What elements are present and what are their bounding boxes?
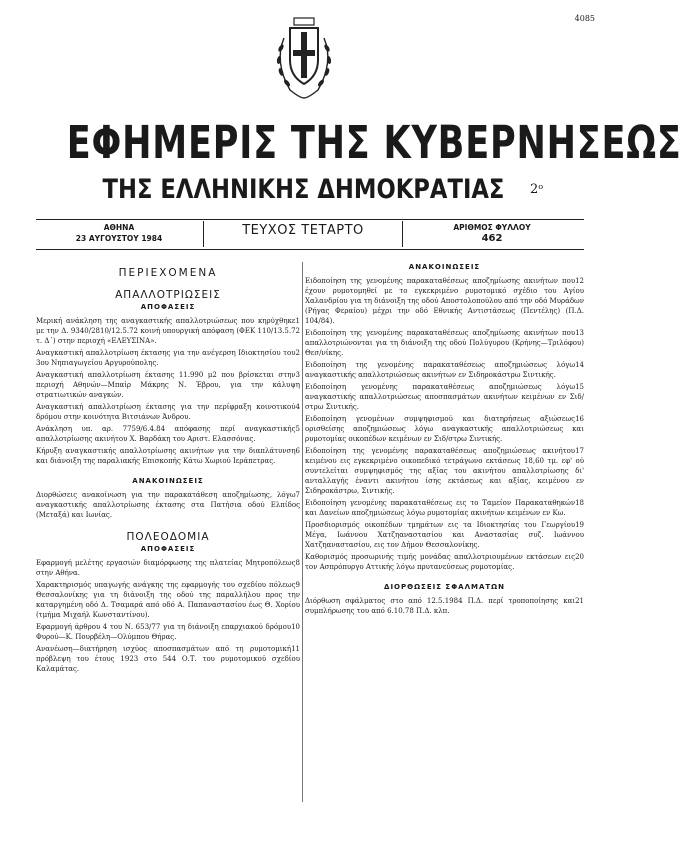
entry-text: Προσδιορισμός οικοπέδων τμημάτων εις τα Ιδιοκτησίας του Γεωργίου Μέγα, Ιωάννου Χατζηαναστασίου και Αναστασίας συζ. Ιωάννου Χατζηαναστασίου, εις τον Δήμον Θεσσαλονίκης. [305,521,584,549]
contents-entry [36,370,300,400]
entry-text: Ανανέωση—διατήρηση ισχύος αποσπασμάτων από τη ρυμοτομική πρόβλεψη του έτους 1923 στο 544 Ο.Τ. του ρυμοτομικού σχεδίου Καλαμάτας. [36,645,300,673]
entry-text: Αναγκαστική απαλλοτρίωση έκτασης για την ανέγερση Ιδιοκτησίου του 3ου Νηπιαγωγείου Αργυρούπολης. [36,349,296,367]
subheading-urban-decisions: ΑΠΟΦΑΣΕΙΣ [140,545,196,553]
gazette-title: ΕΦΗΜΕΡΙΣ ΤΗΣ ΚΥΒΕΡΝΗΣΕΩΣ [66,116,682,169]
entry-text: Διόρθωση σφάλματος στο από 12.5.1984 Π.Δ. περί τροποποίησης και συμπλήρωσης του από 6.10.78 Π.Δ. κλπ. [305,597,576,615]
contents-entry [36,558,300,578]
contents-entry [36,446,300,466]
section-heading-corrections: ΔΙΟΡΘΩΣΕΙΣ ΣΦΑΛΜΑΤΩΝ [384,583,505,591]
contents-left-column [36,262,300,676]
page-number: 4085 [574,14,595,23]
contents-entry [36,348,300,368]
entry-page-number: 2 [295,349,300,357]
entry-text: Ειδοποίηση γενομένων συμψηφισμού και διατηρήσεως αξιώσεως ορισθείσης αποζημιώσεως λόγω αναγκαστικής απαλλοτριώσεως και ρυμοτομίας οικοπέδων κειμένων εν Σιδ/στρω Σιντικής. [305,415,584,443]
contents-entry [36,402,300,422]
entry-text: Κήρυξη αναγκαστικής απαλλοτρίωσης ακινήτων για την διαπλάτυνση και διάνοιξη της παραλιακής Επισκοπής Κάτω Χωριού Ιεράπετρας. [36,447,296,465]
entry-page-number: 3 [295,371,300,379]
entry-page-number: 18 [575,499,584,507]
issue-date: 23 ΑΥΓΟΥΣΤΟΥ 1984 [75,234,163,243]
contents-entry [305,360,584,380]
entry-text: Αναγκαστική απαλλοτρίωση έκτασης για την περίφραξη κοινοτικού δρόμου στην κοινότητα Βιτσιάνων Άνδρου. [36,403,296,421]
entry-text: Αναγκαστική απαλλοτρίωση έκτασης 11.990 μ2 που βρίσκεται στην περιοχή Αθηνών—Μπαίρ Μάκρης Ν. Έβρου, για την κάλυψη στρατιωτικών αναγκών. [36,371,300,399]
contents-entry [36,424,300,444]
header-top-rule [36,219,584,220]
contents-entry [305,382,584,412]
entry-text: Ανάκληση υπ. αρ. 7759/6.4.84 απόφασης περί αναγκαστικής απαλλοτρίωσης ακινήτου Χ. Βαρδάκη του Αριστ. Ελασσόνας. [36,425,296,443]
entry-page-number: 5 [295,425,300,433]
correction-entries [305,596,584,616]
contents-entry [305,328,584,358]
entry-page-number: 4 [295,403,300,411]
section-heading-urban-planning: ΠΟΛΕΟΔΟΜΙΑ [126,531,210,543]
header-separator-left [203,221,204,247]
title-margin-mark: 2ᵒ [530,182,544,197]
section-heading-expropriations: ΑΠΑΛΛΟΤΡΙΩΣΕΙΣ [115,289,221,301]
column-divider [302,262,303,802]
subheading-decisions: ΑΠΟΦΑΣΕΙΣ [140,303,196,311]
entry-text: Εφαρμογή μελέτης εργασιών διαμόρφωσης της πλατείας Μητροπόλεως στην Αθήνα. [36,559,296,577]
contents-entry [305,498,584,518]
entry-page-number: 1 [295,317,300,325]
entry-page-number: 12 [575,277,584,285]
contents-entry [36,644,300,674]
entry-text: Καθορισμός προσωρινής τιμής μονάδας απαλλοτριουμένων εκτάσεων εις τον Ασπρόπυργο Αττικής λόγω πρυτανεύσεως ρυμοτομίας. [305,553,576,571]
section-heading-notices: ΑΝΑΚΟΙΝΩΣΕΙΣ [408,263,481,271]
entry-text: Διορθώσεις ανακοίνωση για την παρακατάθεση αποζημίωσης, λόγω αναγκαστικής απαλλοτρίωσης έκτασης στα Πατήσια οδού Ελπίδος (Μεταξά) και Ιωνίας. [36,491,300,519]
urban-planning-entries [36,558,300,674]
greek-coat-of-arms-icon [270,14,338,102]
contents-entry [36,622,300,642]
contents-entry [36,490,300,520]
entry-page-number: 17 [575,447,584,455]
notice-entries [305,276,584,572]
entry-page-number: 15 [575,383,584,391]
entry-text: Χαρακτηρισμός υπαγωγής ανάγκης της εφαρμογής του σχεδίου πόλεως Θεσσαλονίκης για τη διάνοιξη της οδού της παραλλήλου προς την καταργημένη οδό Δ. Τσαμαρά από οδό Α. Παπαναστασίου έως Θ. Χορίου (τμήμα Μιχαήλ Κωνσταντίνου). [36,581,300,619]
contents-entry [305,552,584,572]
sheet-number: 462 [481,233,503,244]
entry-page-number: 7 [295,491,300,499]
entry-page-number: 13 [575,329,584,337]
entry-text: Ειδοποίηση της γενομένης παρακαταθέσεως αποζημίωσης ακινήτων που έχουν ρυμοτομηθεί με το εγκεκριμένο ρυμοτομικό σχέδιο του Αγίου Χαλανδρίου για τη διάνοιξη της οδού Αποστολοπούλου από την οδό Μυράδων (Ρήγας Φεραίου) μέχρι την οδό Εθνικής Αντιστάσεως (Πεντέλης) (Π.Δ. 104/84). [305,277,584,325]
issue-place-date [36,222,202,244]
contents-right-column [305,262,584,618]
contents-entry [305,596,584,616]
contents-entry [36,316,300,346]
section-heading-announcements: ΑΝΑΚΟΙΝΩΣΕΙΣ [132,477,204,485]
header-bottom-rule [36,249,584,250]
entry-page-number: 14 [575,361,584,369]
entry-page-number: 20 [575,553,584,561]
contents-entry [305,520,584,550]
entry-text: Ειδοποίηση γενομένης παρακαταθέσεως αποζημιώσεως λόγω αναγκαστικής απαλλοτριώσεως αποσπασμάτων ακινήτων κειμένων εν Σιδ/στρω Σιντικής. [305,383,584,411]
contents-entry [305,414,584,444]
entry-page-number: 10 [291,623,300,631]
entry-text: Ειδοποίηση της γενομένης παρακαταθέσεως αποζημιώσεως ακινήτου κειμένου εις εγκεκριμένο οικοπεδικό τετράγωνο εκτάσεως 18,60 τμ. εφ' ού συντελείται συμψηφισμός της αξίας του ακινήτου απαλλοτρίωσης δι' ανταλλαγής έναντι ακινήτου ίσης εκτάσεως και αξίας, κειμένου εν Σιδηροκάστρω, Σιντικής. [305,447,584,495]
entry-page-number: 9 [295,581,300,589]
entry-page-number: 6 [295,447,300,455]
entry-text: Ειδοποίηση της γενομένης παρακαταθέσεως αποζημίωσης ακινήτων που απαλλοτριώνονται για τη διάνοιξη της οδού Πολύγυρου (Κρήνης—Τριλόφου) Θεσ/νίκης. [305,329,584,357]
header-separator-right [402,221,403,247]
expropriation-entries [36,316,300,466]
gazette-subtitle: ΤΗΣ ΕΛΛΗΝΙΚΗΣ ΔΗΜΟΚΡΑΤΙΑΣ [102,174,505,205]
entry-page-number: 21 [575,597,584,605]
entry-page-number: 11 [291,645,300,653]
contents-entry [305,446,584,496]
entry-page-number: 19 [575,521,584,529]
entry-text: Μερική ανάκληση της αναγκαστικής απαλλοτριώσεως που κηρύχθηκε με την Δ. 9340/2810/12.5.72 κοινή υπουργική απόφαση (ΦΕΚ 110/13.5.72 τ. Δ΄) στην περιοχή «ΕΛΕΥΣΙΝΑ». [36,317,300,345]
entry-text: Εφαρμογή άρθρου 4 του Ν. 653/77 για τη διάνοιξη επαρχιακού δρόμου Φυρού—Κ. Πουρβέλη—Ολύμπου Θήρας. [36,623,292,641]
issue-sheet [404,222,580,244]
issue-city: ΑΘΗΝΑ [103,223,135,232]
announcement-entries [36,490,300,520]
entry-page-number: 8 [295,559,300,567]
issue-volume: ΤΕΥΧΟΣ ΤΕΤΑΡΤΟ [242,223,364,238]
sheet-label: ΑΡΙΘΜΟΣ ΦΥΛΛΟΥ [453,223,531,232]
entry-page-number: 16 [575,415,584,423]
contents-heading: ΠΕΡΙΕΧΟΜΕΝΑ [118,267,218,279]
entry-text: Ειδοποίηση της γενομένης παρακαταθέσεως αποζημιώσεως λόγω αναγκαστικής απαλλοτριώσεως ακινήτων εν Σιδηροκάστρω Σιντικής. [305,361,576,379]
contents-entry [36,580,300,620]
entry-text: Ειδοποίηση γενομένης παρακαταθέσεως εις το Ταμείον Παρακαταθηκών και Δανείων αποζημιώσεως λόγω ρυμοτομίας ακινήτων κειμένων εν Κω. [305,499,576,517]
contents-entry [305,276,584,326]
